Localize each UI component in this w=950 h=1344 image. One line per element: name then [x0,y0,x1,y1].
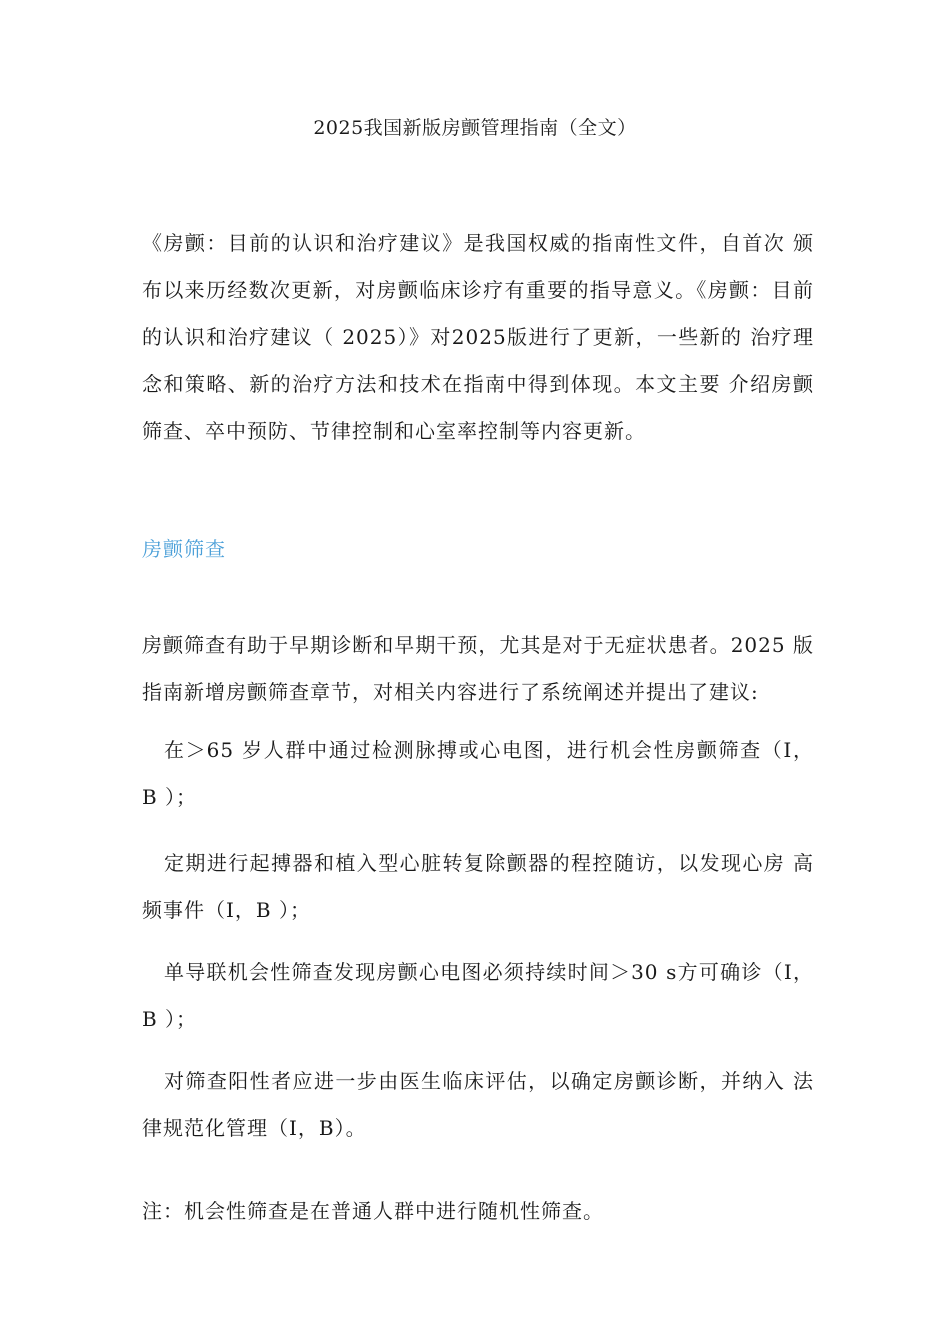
note-paragraph: 注：机会性筛查是在普通人群中进行随机性筛查。 [142,1199,604,1223]
screening-paragraph: 房颤筛查有助于早期诊断和早期干预，尤其是对于无症状患者。2025 版指南新增房颤筛查章节，对相关内容进行了系统阐述并提出了建议: [142,633,814,704]
recommendation-item: 在＞65 岁人群中通过检测脉搏或心电图，进行机会性房颤筛查（I， B ）； [142,738,814,809]
recommendation-item: 对筛查阳性者应进一步由医生临床评估，以确定房颤诊断，并纳入 法律规范化管理（I，B）。 [142,1069,814,1140]
recommendation-item: 定期进行起搏器和植入型心脏转复除颤器的程控随访，以发现心房 高频事件（I，B ）； [142,851,814,922]
section-heading-screening: 房颤筛查 [142,537,226,561]
intro-paragraph: 《房颤：目前的认识和治疗建议》是我国权威的指南性文件，自首次 颁布以来历经数次更新，对房颤临床诊疗有重要的指导意义。《房颤：目前的认识和治疗建议（ 2025）》对2025版进行了更新，一些新的 治疗理念和策略、新的治疗方法和技术在指南中得到体现。本文主要 介绍房颤筛查、卒中预防、节律控制和心室率控制等内容更新。 [142,231,814,443]
recommendation-item: 单导联机会性筛查发现房颤心电图必须持续时间＞30 s方可确诊（I，B ）； [142,960,814,1031]
document-title: 2025我国新版房颤管理指南（全文） [313,117,637,139]
